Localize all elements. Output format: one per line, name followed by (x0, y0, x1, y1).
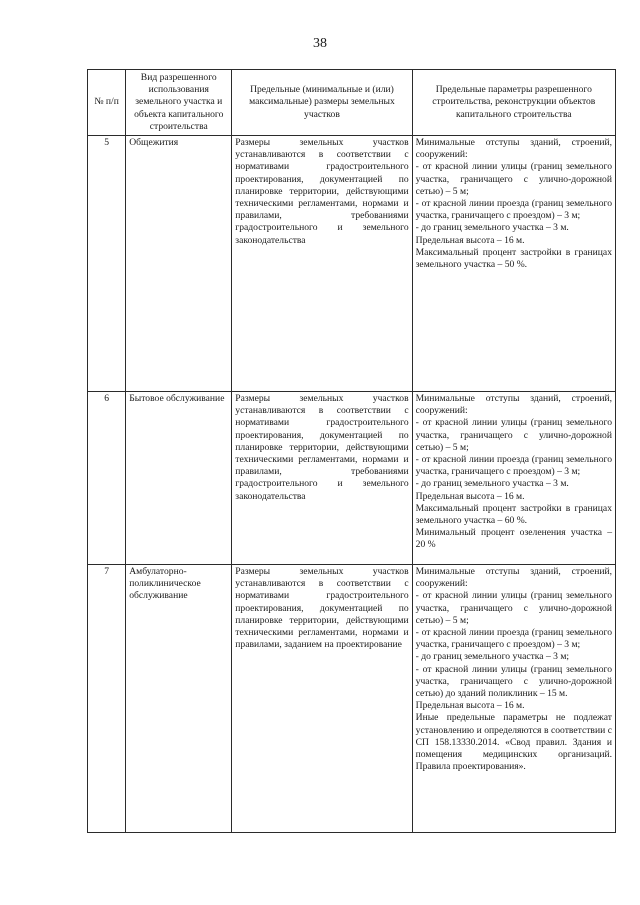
use-type-cell: Амбулаторно-поликлиническое обслуживание (126, 565, 232, 833)
use-type-cell: Бытовое обслуживание (126, 392, 232, 565)
param-line: - от красной линии улицы (границ земельного участка, граничащего с улично-дорожной сетью) – 5 м; (415, 161, 612, 197)
param-line: - от красной линии проезда (границ земельного участка, граничащего с проездом) – 3 м; (415, 198, 612, 222)
header-use-type: Вид разрешенного использования земельного участка и объекта капитального строительства (126, 70, 232, 136)
param-line: Предельная высота – 16 м. (415, 700, 525, 712)
param-line: - до границ земельного участка – 3 м. (415, 222, 569, 234)
table-row (88, 565, 616, 833)
param-line: Максимальный процент застройки в границах земельного участка – 50 %. (415, 246, 612, 271)
build-params-cell (412, 136, 615, 392)
plot-size-cell: Размеры земельных участков устанавливаются в соответствии с нормативами градостроительного проектирования, документацией по планировке территории, действующими техническими регламентами, нормами и правилами, заданием на проектирование (232, 565, 412, 833)
param-line: - до границ земельного участка – 3 м; (415, 651, 570, 663)
param-line: Предельная высота – 16 м. (415, 490, 525, 502)
table-row (88, 392, 616, 565)
param-line: Предельная высота – 16 м. (415, 234, 525, 246)
plot-size-cell: Размеры земельных участков устанавливаются в соответствии с нормативами градостроительного проектирования, документацией по планировке территории, действующими техническими регламентами, нормами и правилами, требованиями градостроительного и земельного законодательства (232, 136, 412, 392)
header-plot-size: Предельные (минимальные и (или) максимальные) размеры земельных участков (232, 70, 412, 136)
build-params-cell (412, 565, 615, 833)
row-number: 7 (88, 565, 126, 833)
regulations-table (87, 69, 616, 833)
param-line: Минимальные отступы зданий, строений, сооружений: (415, 137, 612, 161)
param-line: Максимальный процент застройки в границах земельного участка – 60 %. (415, 502, 612, 527)
row-number: 5 (88, 136, 126, 392)
table-row (88, 136, 616, 392)
param-line: Минимальные отступы зданий, строений, сооружений: (415, 566, 612, 590)
param-line: Минимальный процент озеленения участка – 20 % (415, 527, 612, 551)
param-line: - от красной линии проезда (границ земельного участка, граничащего с проездом) – 3 м; (415, 627, 612, 651)
use-type-cell: Общежития (126, 136, 232, 392)
param-line: - до границ земельного участка – 3 м. (415, 478, 569, 490)
header-num: № п/п (88, 70, 126, 136)
table-header-row (88, 70, 616, 136)
build-params-cell (412, 392, 615, 565)
param-line: - от красной линии проезда (границ земельного участка, граничащего с проездом) – 3 м; (415, 454, 612, 478)
param-line: - от красной линии улицы (границ земельного участка, граничащего с улично-дорожной сетью) – 5 м; (415, 590, 612, 626)
param-line: - от красной линии улицы (границ земельного участка, граничащего с улично-дорожной сетью) – 5 м; (415, 417, 612, 453)
param-line: Иные предельные параметры не подлежат установлению и определяются в соответствии с СП 158.13330.2014. «Свод правил. Здания и помещения медицинских организаций. Правила проектирования». (415, 712, 612, 773)
page-number: 38 (313, 36, 327, 51)
row-number: 6 (88, 392, 126, 565)
header-build-params: Предельные параметры разрешенного строительства, реконструкции объектов капитального строительства (412, 70, 615, 136)
param-line: - от красной линии улицы (границ земельного участка, граничащего с улично-дорожной сетью) до зданий поликлиник – 15 м. (415, 663, 612, 700)
plot-size-cell: Размеры земельных участков устанавливаются в соответствии с нормативами градостроительного проектирования, документацией по планировке территории, действующими техническими регламентами, нормами и правилами, требованиями градостроительного и земельного законодательства (232, 392, 412, 565)
param-line: Минимальные отступы зданий, строений, сооружений: (415, 393, 612, 417)
